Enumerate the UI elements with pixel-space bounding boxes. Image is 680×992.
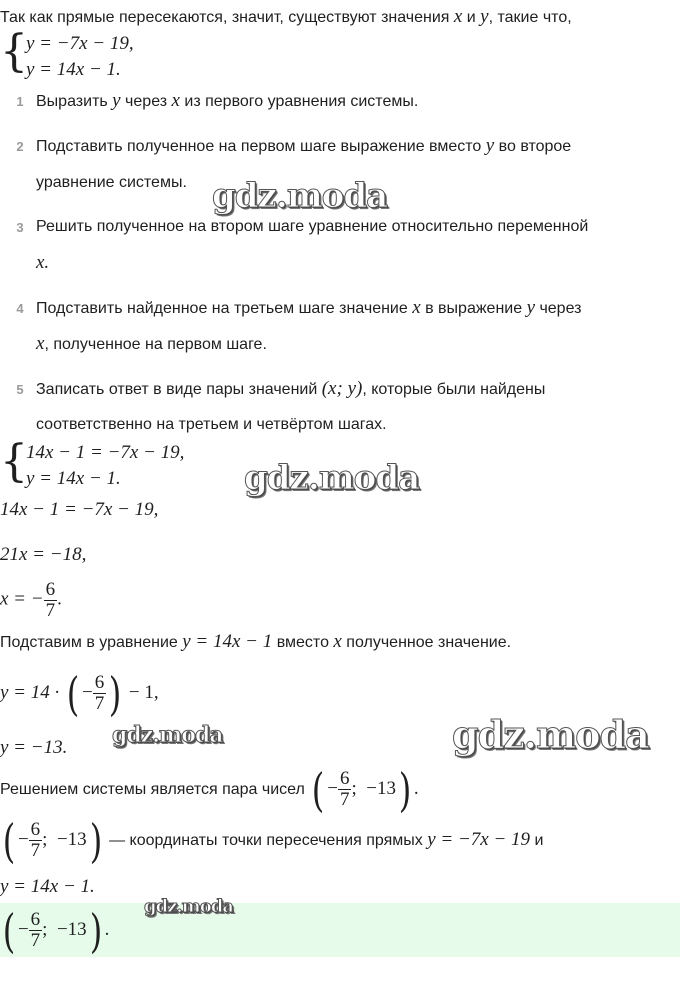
calc-line-1: y = 14 · ( − $\frac{6}{7}$ ) − 1,: [0, 666, 159, 721]
step-4-text-line1: Подставить найденное на третьем шаге значение x в выражение y через: [36, 297, 582, 318]
intro-text-after: , такие что,: [488, 9, 572, 26]
system2-eq1: 14x − 1 = −7x − 19,: [26, 442, 185, 463]
step-2-text-line1: Подставить полученное на первом шаге выражение вместо y во второе: [36, 135, 572, 156]
intro-text-before: Так как прямые пересекаются, значит, существуют значения: [0, 9, 454, 26]
step-1-text: Выразить y через x из первого уравнения системы.: [36, 90, 419, 111]
solution-text: Решением системы является пара чисел ( − $\frac{6}{7}$ ; −13) .: [0, 762, 419, 817]
step-4-text-line2: x, полученное на первом шаге.: [36, 333, 267, 354]
watermark-logo: gdz.moda: [144, 896, 233, 917]
coords-text: ( − $\frac{6}{7}$ ; −13) — координаты точки пересечения прямых y = −7x − 19 и: [2, 813, 544, 868]
step-2-text-line2: уравнение системы.: [36, 174, 187, 191]
system1-brace: {: [0, 26, 28, 77]
system1-eq2: y = 14x − 1.: [26, 59, 121, 80]
system2-brace: {: [0, 436, 28, 487]
intro-var-x: x: [453, 6, 463, 27]
solve-line-2: 21x = −18,: [0, 544, 87, 565]
step-number-1: 1: [16, 94, 24, 109]
watermark-logo: gdz.moda: [112, 722, 223, 748]
step-5-text-line1: Записать ответ в виде пары значений (x; y), которые были найдены: [36, 378, 546, 399]
solve-line-1: 14x − 1 = −7x − 19,: [0, 499, 159, 520]
step-3-text-line2: x.: [36, 252, 50, 273]
intro-text-and: и: [462, 9, 481, 26]
step-number-3: 3: [16, 220, 24, 235]
intro-text: [0, 6, 572, 29]
step-number-4: 4: [16, 301, 24, 316]
calc-line-2: y = −13.: [0, 737, 68, 758]
step-5-text-line2: соответственно на третьем и четвёртом шагах.: [36, 416, 387, 433]
step-3-text-line1: Решить полученное на втором шаге уравнение относительно переменной: [36, 218, 589, 235]
watermark-logo: gdz.moda: [244, 458, 420, 498]
watermark-logo: gdz.moda: [212, 176, 388, 216]
watermark-logo: gdz.moda: [452, 712, 649, 757]
system2-eq2: y = 14x − 1.: [26, 468, 121, 489]
solve-line-3: x = − $\frac{6}{7}$ .: [0, 579, 62, 621]
system1-eq1: y = −7x − 19,: [26, 33, 134, 54]
answer-text: ( − $\frac{6}{7}$ ; −13) .: [2, 903, 110, 958]
substitute-text: Подставим в уравнение y = 14x − 1 вместо x полученное значение.: [0, 631, 512, 652]
intro-var-y: y: [480, 6, 489, 27]
coords-eq2: y = 14x − 1.: [0, 876, 95, 897]
answer-box: [0, 903, 680, 957]
step-number-2: 2: [16, 139, 24, 154]
step-number-5: 5: [16, 382, 24, 397]
